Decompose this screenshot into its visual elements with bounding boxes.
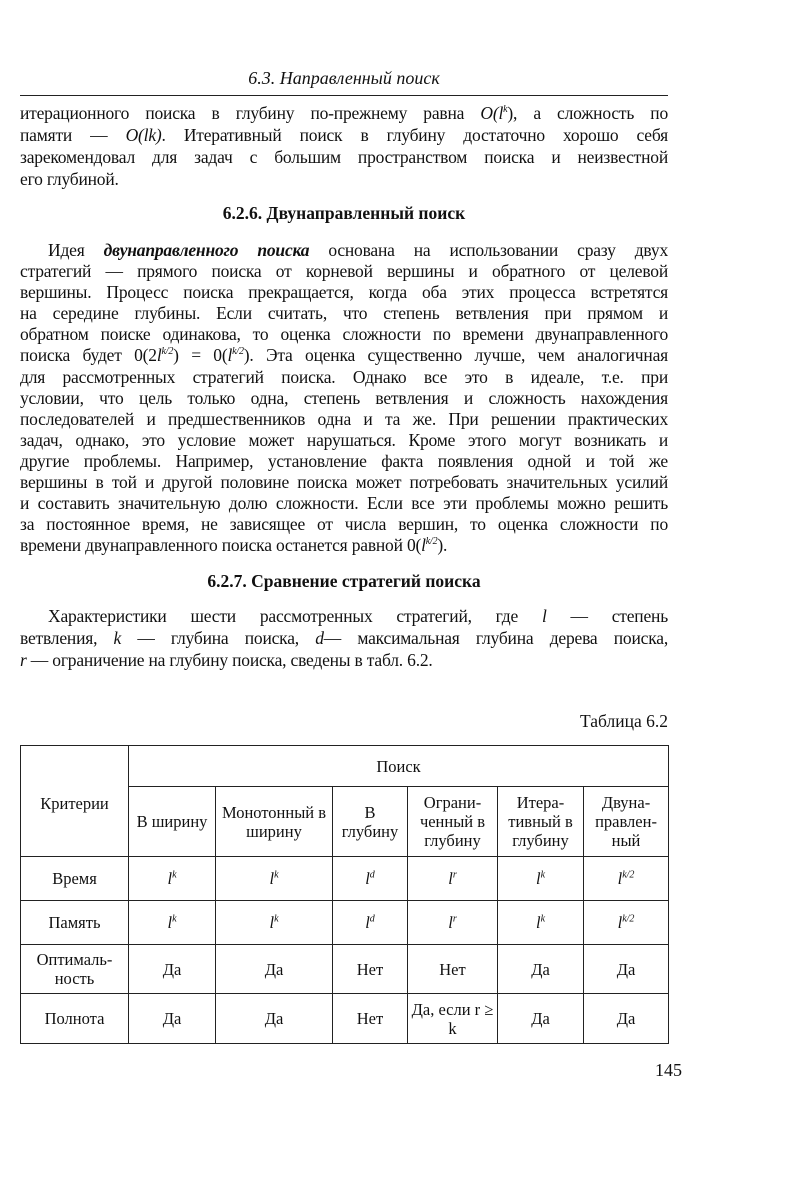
table-row [21,994,669,1044]
text-run: ветвления, [20,628,114,648]
paragraph-2 [20,240,668,556]
table-cell [333,857,408,901]
cell-exponent: k [540,913,546,925]
text-line [20,240,668,261]
group-header: Поиск [129,746,669,787]
row-label: Полнота [21,994,129,1044]
cell-base: l [365,869,370,888]
cell-base: l [617,913,623,932]
text-run: ) = 0( [173,345,228,366]
text-run: Идея [48,240,104,260]
text-run: Характеристики шести рассмотренных стратегий, где [48,606,542,626]
text-line [20,627,668,649]
text-run: ). [437,535,448,556]
cell-base: l [365,913,370,932]
table-cell: Нет [333,994,408,1044]
text-line [20,493,668,514]
table-cell [498,901,584,945]
table-row [21,857,669,901]
table-cell: Да [498,994,584,1044]
table-cell: Да [216,945,333,994]
text-line [20,282,668,303]
text-run: последователей и предшественников одна и та же. При решении практических [20,408,668,429]
table-cell: Да [129,945,216,994]
text-run: k/2 [425,536,438,548]
cell-exponent: k [172,913,177,925]
table-cell: Нет [408,945,498,994]
text-line [20,102,668,124]
text-run: за постоянное время, не зависящее от числа вершин, то оценка сложности по [20,514,668,535]
text-run: стратегий — прямого поиска от корневой вершины и обратного от целевой [20,261,668,282]
text-run: l [156,345,162,366]
table-cell [408,901,498,945]
cell-base: l [167,913,173,932]
text-run: l [541,606,547,626]
text-run: k [503,104,508,116]
cell-exponent: d [369,913,375,925]
table-cell [584,901,669,945]
text-run: — ограничение на глубину поиска, сведены в табл. 6.2. [26,650,433,670]
cell-exponent: k [274,913,279,925]
text-line [20,367,668,388]
table-cell: Нет [333,945,408,994]
text-run: его глубиной. [20,169,119,189]
table-cell [216,901,333,945]
cell-base: l [617,869,623,888]
header-rule [20,95,668,96]
cell-base: l [448,913,453,932]
paragraph-3 [20,605,668,671]
text-line [20,303,668,324]
text-run: d [315,628,324,648]
paragraph-1 [20,102,668,190]
text-line [20,605,668,627]
table-cell: Да, если r ≥ k [408,994,498,1044]
page-number: 145 [655,1060,682,1080]
cell-base: l [269,913,275,932]
table-caption: Таблица 6.2 [580,711,668,731]
cell-exponent: k [172,869,177,881]
text-line [20,535,668,556]
cell-exponent: r [452,869,457,881]
text-run: l [227,345,233,366]
table-cell [584,857,669,901]
text-run: ). Эта оценка существенно лучше, чем аналогичная [243,345,668,366]
text-run: обратном поиске одинакова, то оценка сложности по времени двунаправленного [20,324,668,345]
text-run: времени двунаправленного поиска останется равной 0( [20,535,422,556]
section-heading-6-2-7: 6.2.7. Сравнение стратегий поиска [207,571,481,591]
row-label: Оптималь-ность [21,945,129,994]
text-run: поиска будет 0(2 [20,345,157,366]
text-line [20,124,668,146]
text-run: l [421,535,426,556]
text-line [20,472,668,493]
text-run: O(lk) [125,125,162,145]
cell-exponent: d [369,869,375,881]
text-run: вершины в той и другой половине поиска может потребовать значительных усилий [20,472,668,493]
column-header: Монотонный в ширину [216,787,333,857]
text-run: задач, однако, это условие может нарушаться. Кроме этого могут возникать и [20,429,668,450]
table-cell [498,857,584,901]
cell-base: l [448,869,453,888]
text-run: для рассмотренных стратегий поиска. Однако все это в идеале, т.е. при [20,366,668,387]
table-row [21,901,669,945]
column-header: Итера-тивный в глубину [498,787,584,857]
cell-base: l [535,869,541,888]
text-run: другие проблемы. Например, установление факта появления одной и той же [20,450,668,471]
cell-exponent: k [540,869,546,881]
section-heading-6-2-6: 6.2.6. Двунаправленный поиск [222,203,466,223]
column-header: В глубину [333,787,408,857]
column-header: Двуна-правлен-ный [584,787,669,857]
text-run: O(l [480,103,504,123]
text-run: k [113,628,122,648]
row-label: Память [21,901,129,945]
text-line [20,146,668,168]
text-run: r [20,650,27,670]
text-line [20,388,668,409]
text-line [20,168,668,190]
table-cell [129,901,216,945]
table-cell: Да [584,945,669,994]
text-line [20,324,668,345]
text-line [20,345,668,366]
cell-base: l [535,913,541,932]
text-run: основана на использовании сразу двух [309,240,668,260]
text-line [20,430,668,451]
cell-exponent: r [452,913,457,925]
text-run: — глубина поиска, [121,628,316,648]
cell-base: l [167,869,173,888]
cell-exponent: k [274,869,279,881]
criteria-header: Критерии [21,746,129,857]
text-run: памяти — [20,125,126,145]
column-header: В ширину [129,787,216,857]
table-cell: Да [584,994,669,1044]
text-line [20,514,668,535]
text-run: — степень [546,606,668,626]
table-cell [333,901,408,945]
text-run: . Итеративный поиск в глубину достаточно хорошо себя [161,125,668,145]
text-run: k/2 [161,346,174,358]
text-run: вершины. Процесс поиска прекращается, когда оба этих процесса встретятся [20,282,668,303]
text-run: двунаправленного поиска [103,240,310,260]
table-row [21,945,669,994]
table-cell [129,857,216,901]
text-run: k/2 [232,346,244,358]
text-run: условии, что цель только одна, степень ветвления и сложность нахождения [20,387,668,408]
table-cell [408,857,498,901]
text-run: итерационного поиска в глубину по-прежнему равна [20,103,481,123]
row-label: Время [21,857,129,901]
text-line [20,649,668,671]
column-header: Ограни-ченный в глубину [408,787,498,857]
text-line [20,261,668,282]
table-cell: Да [216,994,333,1044]
text-run: — максимальная глубина дерева поиска, [323,628,668,648]
table-cell: Да [498,945,584,994]
text-run: и составить значительную долю сложности. Если все эти проблемы можно решить [20,493,668,514]
text-run: ), а сложность по [507,103,668,123]
running-head: 6.3. Направленный поиск [248,68,440,88]
table-cell [216,857,333,901]
comparison-table [20,745,669,1044]
cell-exponent: k/2 [622,869,635,881]
text-run: на середине глубины. Если считать, что степень ветвления при прямом и [20,303,668,324]
cell-exponent: k/2 [622,913,635,925]
cell-base: l [269,869,275,888]
text-run: зарекомендовал для задач с большим пространством поиска и неизвестной [20,147,668,167]
table-cell: Да [129,994,216,1044]
text-line [20,409,668,430]
text-line [20,451,668,472]
